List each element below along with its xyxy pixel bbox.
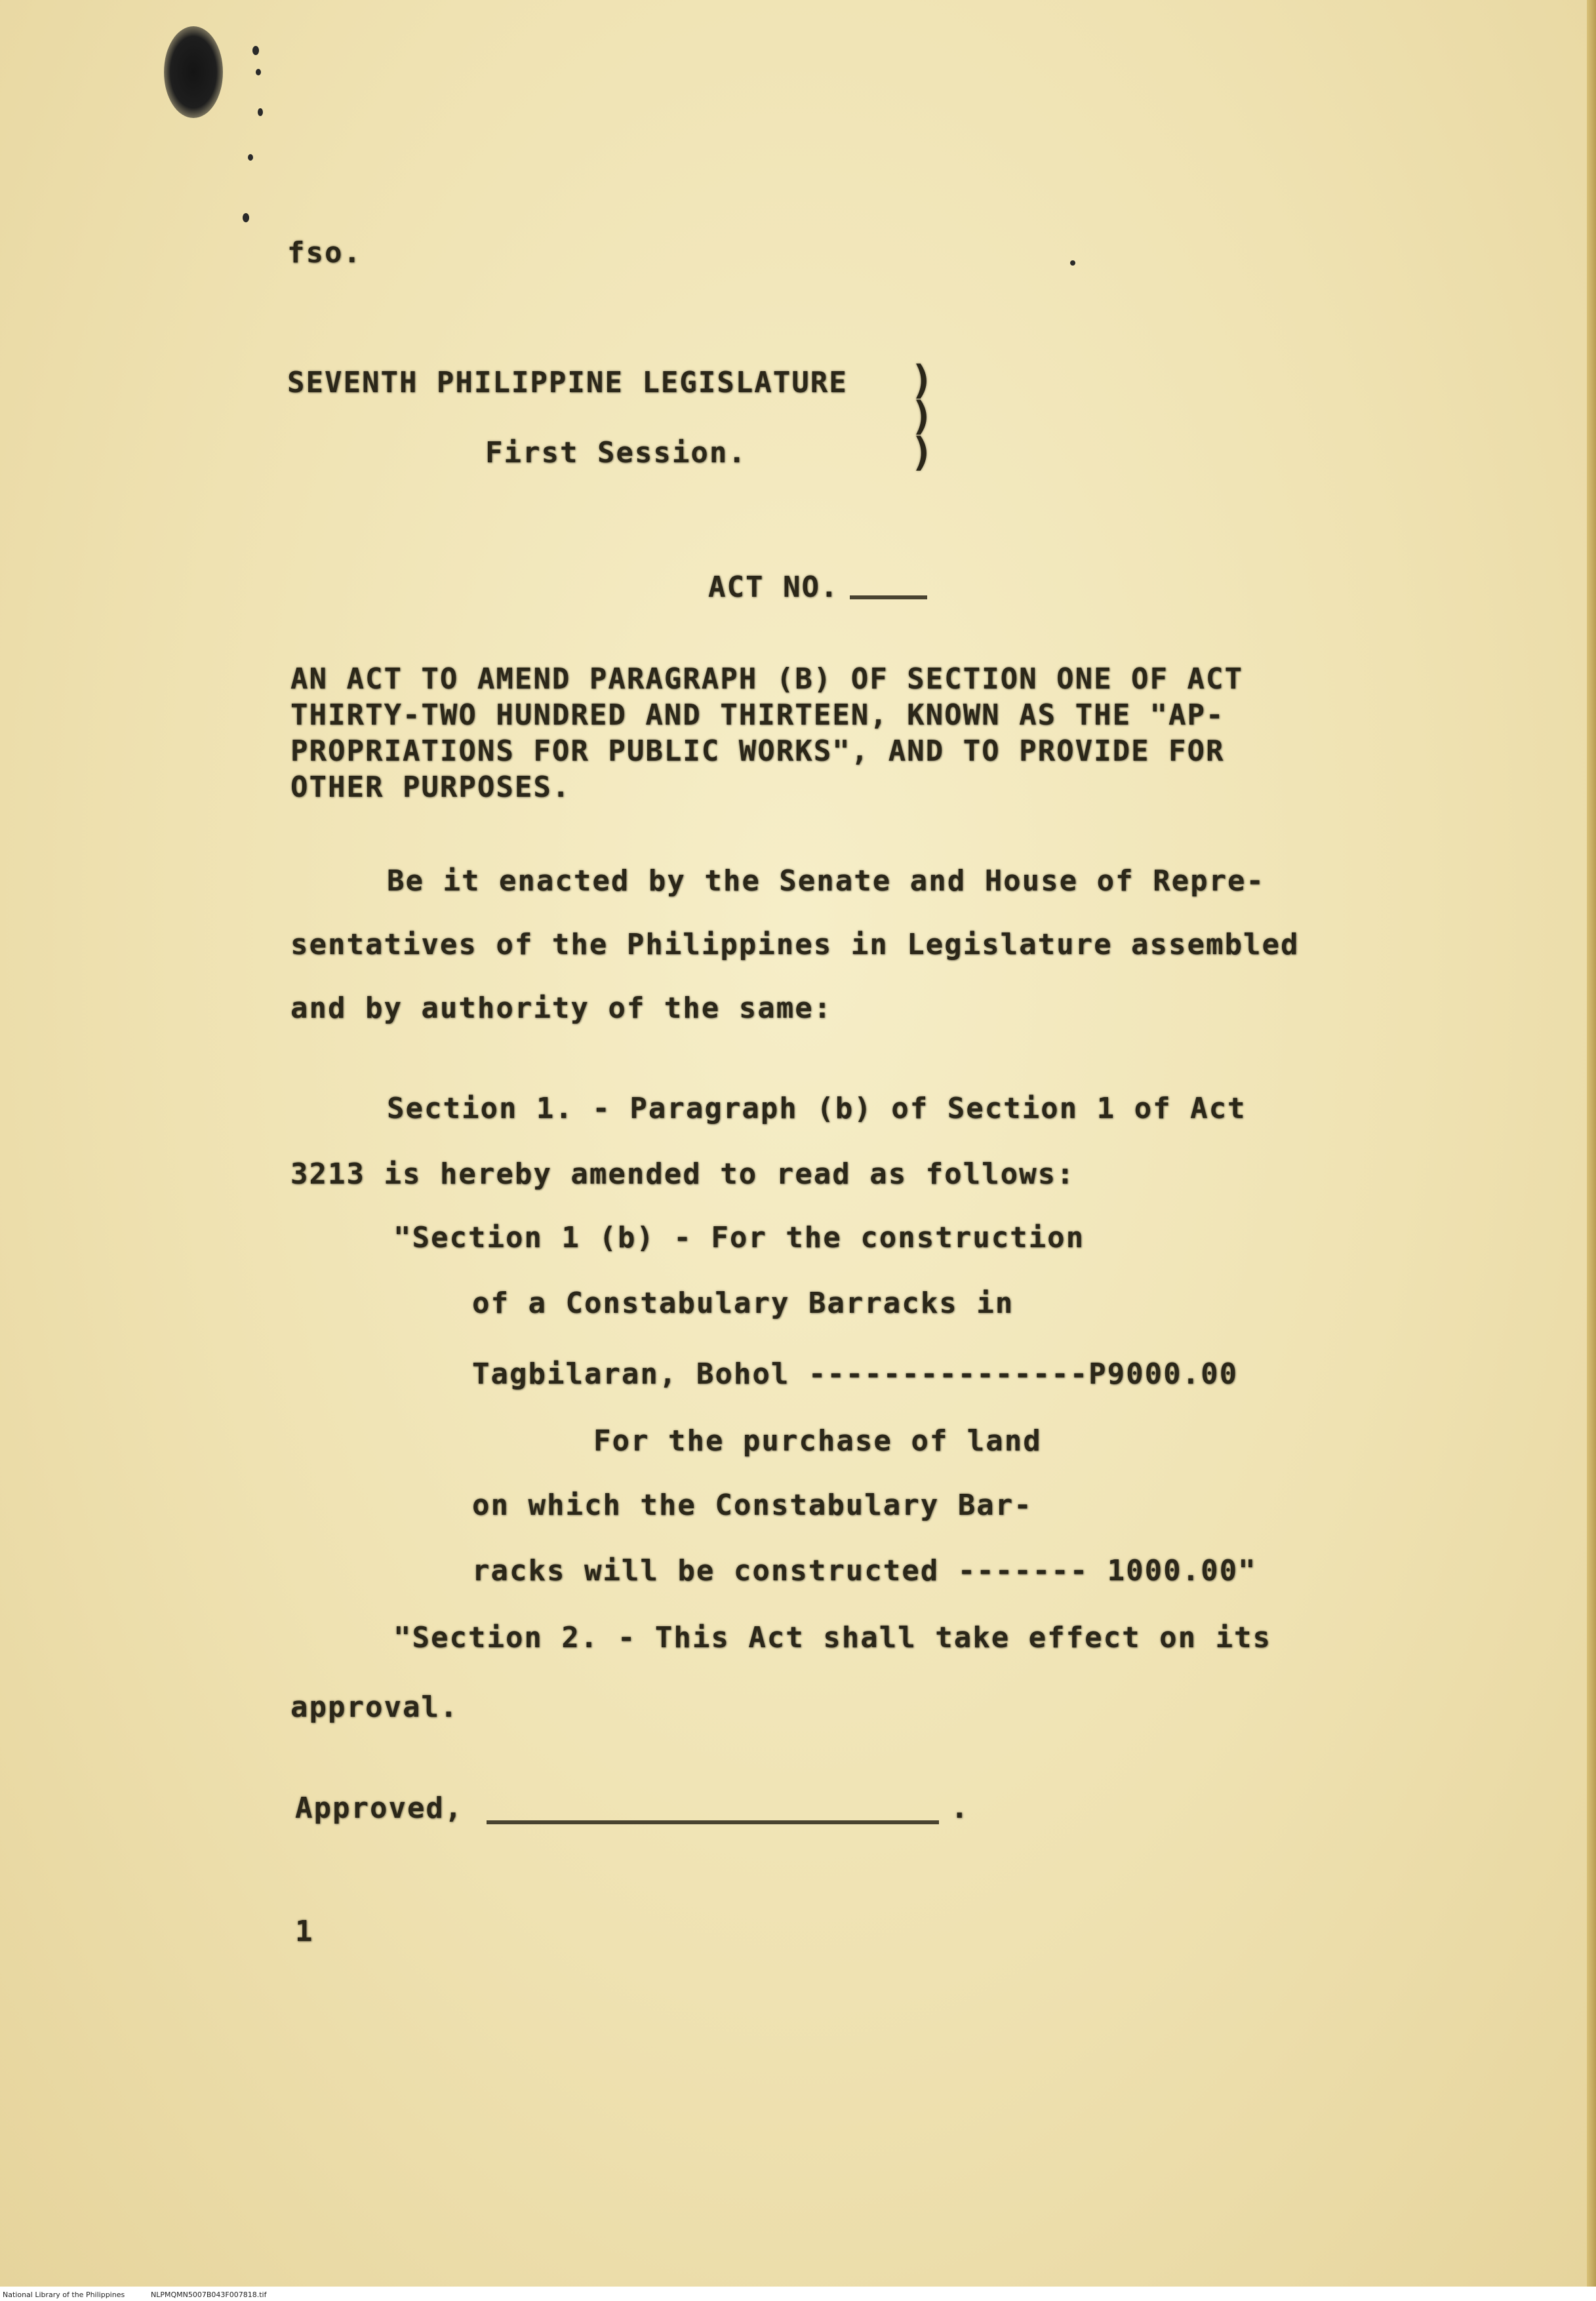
quoted-amendment-line: on which the Constabulary Bar-	[472, 1489, 1033, 1522]
section-one-line: Section 1. - Paragraph (b) of Section 1 of Act	[387, 1092, 1247, 1125]
ink-speck	[1070, 260, 1075, 266]
session-label: First Session.	[485, 436, 747, 470]
act-number-label: ACT NO.	[708, 570, 839, 604]
approved-end-mark: .	[951, 1791, 970, 1825]
ink-speck	[248, 154, 253, 161]
quoted-amendment-line: For the purchase of land	[593, 1424, 1042, 1458]
section-two-line: "Section 2. - This Act shall take effect on its	[393, 1621, 1272, 1654]
ink-speck	[243, 213, 249, 222]
ink-speck	[258, 108, 263, 116]
page-number: 1	[295, 1915, 314, 1948]
quoted-amendment-line: Tagbilaran, Bohol ---------------P9000.00	[472, 1357, 1239, 1391]
ink-blot	[164, 26, 223, 118]
approved-label: Approved,	[295, 1791, 464, 1825]
ink-speck	[256, 69, 261, 75]
enacting-clause-line: Be it enacted by the Senate and House of Repre-	[387, 864, 1266, 898]
brace-top: )	[910, 357, 934, 403]
quoted-amendment-line: "Section 1 (b) - For the construction	[393, 1221, 1085, 1254]
approval-date-blank	[487, 1820, 939, 1824]
section-one-line: 3213 is hereby amended to read as follows:	[290, 1157, 1075, 1191]
quoted-amendment-line: of a Constabulary Barracks in	[472, 1287, 1014, 1320]
file-reference: fso.	[287, 236, 362, 270]
enacting-clause-line: sentatives of the Philippines in Legislature assembled	[290, 928, 1300, 961]
act-title-line: THIRTY-TWO HUNDRED AND THIRTEEN, KNOWN AS THE "AP-	[290, 698, 1225, 732]
enacting-clause-line: and by authority of the same:	[290, 991, 833, 1025]
act-number-blank	[850, 595, 927, 599]
brace-bottom: )	[910, 430, 934, 475]
library-credit: National Library of the Philippines	[3, 2291, 125, 2299]
brace-middle: )	[910, 393, 934, 439]
scan-file-id: NLPMQMN5007B043F007818.tif	[151, 2291, 267, 2299]
paper-edge	[1587, 0, 1596, 2301]
ink-speck	[252, 46, 259, 55]
act-title-line: AN ACT TO AMEND PARAGRAPH (B) OF SECTION ONE OF ACT	[290, 662, 1244, 696]
quoted-amendment-line: racks will be constructed ------- 1000.00"	[472, 1554, 1257, 1588]
legislature-title: SEVENTH PHILIPPINE LEGISLATURE	[287, 366, 848, 399]
act-title-line: PROPRIATIONS FOR PUBLIC WORKS", AND TO PROVIDE FOR	[290, 734, 1225, 768]
section-two-line: approval.	[290, 1691, 459, 1724]
act-title-line: OTHER PURPOSES.	[290, 770, 571, 804]
